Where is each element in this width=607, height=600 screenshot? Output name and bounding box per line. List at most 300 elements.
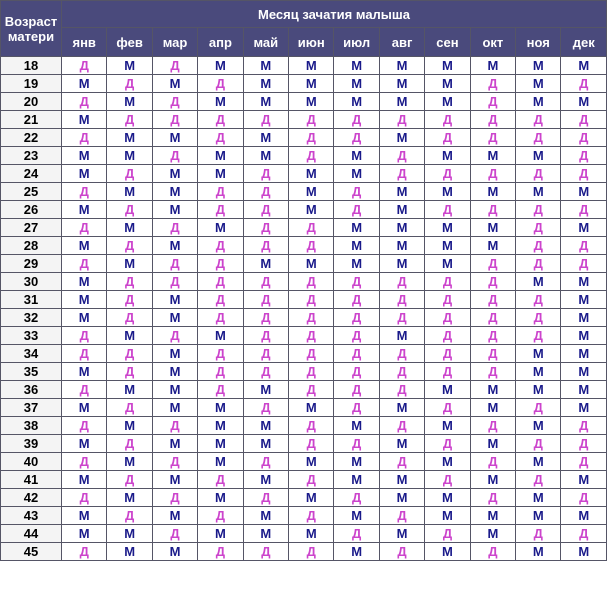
boy-cell: М: [152, 309, 197, 327]
girl-cell: Д: [334, 363, 379, 381]
boy-cell: М: [334, 471, 379, 489]
boy-cell: М: [425, 255, 470, 273]
girl-cell: Д: [470, 363, 515, 381]
boy-cell: М: [561, 345, 607, 363]
boy-cell: М: [62, 507, 107, 525]
girl-cell: Д: [152, 57, 197, 75]
mother-age-cell: 42: [1, 489, 62, 507]
boy-cell: М: [425, 75, 470, 93]
boy-cell: М: [470, 507, 515, 525]
girl-cell: Д: [243, 183, 288, 201]
girl-cell: Д: [334, 309, 379, 327]
table-row: [1, 75, 607, 93]
month-header-6: июл: [334, 28, 379, 57]
girl-cell: Д: [62, 417, 107, 435]
girl-cell: Д: [243, 345, 288, 363]
girl-cell: Д: [152, 525, 197, 543]
girl-cell: Д: [379, 165, 424, 183]
girl-cell: Д: [198, 291, 243, 309]
girl-cell: Д: [152, 273, 197, 291]
girl-cell: Д: [62, 183, 107, 201]
mother-age-cell: 20: [1, 93, 62, 111]
boy-cell: М: [198, 399, 243, 417]
girl-cell: Д: [152, 489, 197, 507]
girl-cell: Д: [334, 435, 379, 453]
boy-cell: М: [561, 93, 607, 111]
boy-cell: М: [289, 255, 334, 273]
boy-cell: М: [425, 507, 470, 525]
girl-cell: Д: [470, 309, 515, 327]
table-row: [1, 273, 607, 291]
boy-cell: М: [561, 273, 607, 291]
girl-cell: Д: [107, 471, 152, 489]
table-row: [1, 543, 607, 561]
boy-cell: М: [425, 381, 470, 399]
boy-cell: М: [561, 183, 607, 201]
girl-cell: Д: [289, 363, 334, 381]
girl-cell: Д: [516, 327, 561, 345]
mother-age-cell: 34: [1, 345, 62, 363]
table-row: [1, 111, 607, 129]
mother-age-cell: 40: [1, 453, 62, 471]
boy-cell: М: [561, 363, 607, 381]
boy-cell: М: [243, 93, 288, 111]
girl-cell: Д: [425, 129, 470, 147]
boy-cell: М: [62, 201, 107, 219]
boy-cell: М: [107, 255, 152, 273]
boy-cell: М: [62, 147, 107, 165]
boy-cell: М: [243, 255, 288, 273]
girl-cell: Д: [107, 237, 152, 255]
boy-cell: М: [198, 453, 243, 471]
girl-cell: Д: [62, 93, 107, 111]
girl-cell: Д: [243, 399, 288, 417]
girl-cell: Д: [425, 435, 470, 453]
table-row: [1, 399, 607, 417]
boy-cell: М: [425, 453, 470, 471]
conception-month-title: Месяц зачатия малыша: [62, 1, 607, 28]
girl-cell: Д: [107, 435, 152, 453]
table-row: [1, 525, 607, 543]
mother-age-cell: 29: [1, 255, 62, 273]
girl-cell: Д: [198, 201, 243, 219]
boy-cell: М: [334, 417, 379, 435]
girl-cell: Д: [289, 417, 334, 435]
boy-cell: М: [243, 435, 288, 453]
girl-cell: Д: [289, 147, 334, 165]
boy-cell: М: [334, 237, 379, 255]
boy-cell: М: [425, 417, 470, 435]
month-header-4: май: [243, 28, 288, 57]
girl-cell: Д: [62, 345, 107, 363]
girl-cell: Д: [379, 543, 424, 561]
boy-cell: М: [198, 417, 243, 435]
mother-age-cell: 39: [1, 435, 62, 453]
girl-cell: Д: [62, 453, 107, 471]
girl-cell: Д: [470, 489, 515, 507]
boy-cell: М: [152, 543, 197, 561]
boy-cell: М: [62, 111, 107, 129]
girl-cell: Д: [289, 237, 334, 255]
girl-cell: Д: [289, 219, 334, 237]
boy-cell: М: [243, 471, 288, 489]
girl-cell: Д: [470, 165, 515, 183]
girl-cell: Д: [107, 363, 152, 381]
girl-cell: Д: [379, 111, 424, 129]
boy-cell: М: [334, 543, 379, 561]
mother-age-cell: 44: [1, 525, 62, 543]
girl-cell: Д: [425, 273, 470, 291]
mother-age-cell: 43: [1, 507, 62, 525]
girl-cell: Д: [516, 201, 561, 219]
boy-cell: М: [243, 507, 288, 525]
boy-cell: М: [243, 417, 288, 435]
boy-cell: М: [425, 57, 470, 75]
girl-cell: Д: [289, 345, 334, 363]
month-header-8: сен: [425, 28, 470, 57]
girl-cell: Д: [198, 129, 243, 147]
girl-cell: Д: [561, 201, 607, 219]
mother-age-cell: 45: [1, 543, 62, 561]
girl-cell: Д: [152, 327, 197, 345]
table-row: [1, 489, 607, 507]
boy-cell: М: [152, 165, 197, 183]
girl-cell: Д: [198, 309, 243, 327]
table-row: [1, 345, 607, 363]
girl-cell: Д: [425, 165, 470, 183]
boy-cell: М: [516, 381, 561, 399]
girl-cell: Д: [107, 291, 152, 309]
girl-cell: Д: [198, 345, 243, 363]
boy-cell: М: [379, 399, 424, 417]
girl-cell: Д: [334, 399, 379, 417]
mother-age-header: [1, 1, 62, 57]
boy-cell: М: [289, 93, 334, 111]
table-row: [1, 309, 607, 327]
boy-cell: М: [425, 147, 470, 165]
boy-cell: М: [107, 219, 152, 237]
girl-cell: Д: [516, 309, 561, 327]
boy-cell: М: [152, 399, 197, 417]
boy-cell: М: [379, 219, 424, 237]
boy-cell: М: [62, 399, 107, 417]
girl-cell: Д: [289, 291, 334, 309]
girl-cell: Д: [334, 291, 379, 309]
girl-cell: Д: [379, 507, 424, 525]
girl-cell: Д: [516, 471, 561, 489]
table-row: [1, 381, 607, 399]
month-header-3: апр: [198, 28, 243, 57]
girl-cell: Д: [516, 255, 561, 273]
girl-cell: Д: [379, 453, 424, 471]
boy-cell: М: [379, 129, 424, 147]
girl-cell: Д: [152, 417, 197, 435]
girl-cell: Д: [561, 489, 607, 507]
month-header-7: авг: [379, 28, 424, 57]
table-row: [1, 435, 607, 453]
table-row: [1, 453, 607, 471]
boy-cell: М: [107, 147, 152, 165]
mother-age-cell: 23: [1, 147, 62, 165]
girl-cell: Д: [425, 309, 470, 327]
boy-cell: М: [289, 201, 334, 219]
girl-cell: Д: [334, 183, 379, 201]
month-header-2: мар: [152, 28, 197, 57]
girl-cell: Д: [425, 525, 470, 543]
mother-age-cell: 21: [1, 111, 62, 129]
girl-cell: Д: [62, 381, 107, 399]
boy-cell: М: [379, 255, 424, 273]
mother-age-cell: 19: [1, 75, 62, 93]
girl-cell: Д: [62, 489, 107, 507]
girl-cell: Д: [425, 201, 470, 219]
boy-cell: М: [379, 489, 424, 507]
girl-cell: Д: [561, 417, 607, 435]
boy-cell: М: [107, 183, 152, 201]
girl-cell: Д: [243, 165, 288, 183]
boy-cell: М: [198, 165, 243, 183]
girl-cell: Д: [561, 525, 607, 543]
boy-cell: М: [516, 57, 561, 75]
girl-cell: Д: [289, 471, 334, 489]
girl-cell: Д: [107, 273, 152, 291]
girl-cell: Д: [379, 273, 424, 291]
girl-cell: Д: [289, 381, 334, 399]
girl-cell: Д: [152, 147, 197, 165]
boy-cell: М: [107, 453, 152, 471]
month-header-1: фев: [107, 28, 152, 57]
boy-cell: М: [152, 75, 197, 93]
table-row: [1, 471, 607, 489]
boy-cell: М: [198, 147, 243, 165]
boy-cell: М: [379, 75, 424, 93]
boy-cell: М: [561, 57, 607, 75]
girl-cell: Д: [198, 237, 243, 255]
boy-cell: М: [62, 291, 107, 309]
girl-cell: Д: [334, 129, 379, 147]
boy-cell: М: [243, 129, 288, 147]
boy-cell: М: [62, 471, 107, 489]
table-row: [1, 291, 607, 309]
boy-cell: М: [425, 543, 470, 561]
girl-cell: Д: [198, 381, 243, 399]
girl-cell: Д: [516, 129, 561, 147]
girl-cell: Д: [107, 201, 152, 219]
mother-age-cell: 28: [1, 237, 62, 255]
girl-cell: Д: [425, 399, 470, 417]
girl-cell: Д: [561, 165, 607, 183]
girl-cell: Д: [198, 363, 243, 381]
girl-cell: Д: [243, 489, 288, 507]
girl-cell: Д: [516, 165, 561, 183]
boy-cell: М: [561, 381, 607, 399]
girl-cell: Д: [470, 129, 515, 147]
boy-cell: М: [334, 165, 379, 183]
girl-cell: Д: [198, 183, 243, 201]
boy-cell: М: [289, 75, 334, 93]
boy-cell: М: [516, 543, 561, 561]
boy-cell: М: [198, 93, 243, 111]
table-row: [1, 507, 607, 525]
boy-cell: М: [561, 291, 607, 309]
boy-cell: М: [561, 219, 607, 237]
girl-cell: Д: [516, 111, 561, 129]
girl-cell: Д: [198, 273, 243, 291]
boy-cell: М: [289, 525, 334, 543]
girl-cell: Д: [379, 363, 424, 381]
boy-cell: М: [152, 291, 197, 309]
girl-cell: Д: [470, 543, 515, 561]
boy-cell: М: [107, 525, 152, 543]
girl-cell: Д: [425, 291, 470, 309]
girl-cell: Д: [561, 129, 607, 147]
girl-cell: Д: [289, 309, 334, 327]
boy-cell: М: [516, 345, 561, 363]
girl-cell: Д: [107, 309, 152, 327]
boy-cell: М: [379, 201, 424, 219]
girl-cell: Д: [425, 327, 470, 345]
boy-cell: М: [470, 183, 515, 201]
girl-cell: Д: [379, 147, 424, 165]
boy-cell: М: [289, 399, 334, 417]
table-row: [1, 201, 607, 219]
boy-cell: М: [470, 237, 515, 255]
girl-cell: Д: [516, 435, 561, 453]
girl-cell: Д: [107, 165, 152, 183]
boy-cell: М: [334, 453, 379, 471]
boy-cell: М: [516, 363, 561, 381]
boy-cell: М: [289, 165, 334, 183]
girl-cell: Д: [62, 255, 107, 273]
mother-age-cell: 36: [1, 381, 62, 399]
girl-cell: Д: [561, 237, 607, 255]
boy-cell: М: [470, 381, 515, 399]
month-header-9: окт: [470, 28, 515, 57]
girl-cell: Д: [107, 399, 152, 417]
girl-cell: Д: [334, 111, 379, 129]
boy-cell: М: [107, 489, 152, 507]
boy-cell: М: [334, 507, 379, 525]
boy-cell: М: [379, 237, 424, 255]
boy-cell: М: [379, 93, 424, 111]
boy-cell: М: [425, 183, 470, 201]
mother-age-header-line2: матери: [7, 28, 55, 44]
boy-cell: М: [152, 201, 197, 219]
girl-cell: Д: [152, 111, 197, 129]
mother-age-cell: 25: [1, 183, 62, 201]
boy-cell: М: [516, 273, 561, 291]
boy-cell: М: [516, 417, 561, 435]
girl-cell: Д: [379, 309, 424, 327]
boy-cell: М: [152, 381, 197, 399]
girl-cell: Д: [470, 417, 515, 435]
girl-cell: Д: [379, 417, 424, 435]
boy-cell: М: [470, 399, 515, 417]
girl-cell: Д: [243, 453, 288, 471]
girl-cell: Д: [198, 471, 243, 489]
mother-age-cell: 38: [1, 417, 62, 435]
boy-cell: М: [152, 345, 197, 363]
boy-cell: М: [334, 75, 379, 93]
table-row: [1, 129, 607, 147]
boy-cell: М: [243, 57, 288, 75]
mother-age-cell: 35: [1, 363, 62, 381]
girl-cell: Д: [62, 327, 107, 345]
boy-cell: М: [198, 489, 243, 507]
boy-cell: М: [561, 507, 607, 525]
boy-cell: М: [152, 183, 197, 201]
boy-cell: М: [379, 327, 424, 345]
girl-cell: Д: [152, 93, 197, 111]
boy-cell: М: [379, 525, 424, 543]
girl-cell: Д: [470, 345, 515, 363]
girl-cell: Д: [516, 525, 561, 543]
boy-cell: М: [152, 237, 197, 255]
boy-cell: М: [425, 219, 470, 237]
boy-cell: М: [243, 381, 288, 399]
month-header-0: янв: [62, 28, 107, 57]
girl-cell: Д: [289, 111, 334, 129]
mother-age-cell: 22: [1, 129, 62, 147]
boy-cell: М: [62, 525, 107, 543]
boy-cell: М: [62, 309, 107, 327]
boy-cell: М: [243, 525, 288, 543]
girl-cell: Д: [243, 309, 288, 327]
mother-age-cell: 24: [1, 165, 62, 183]
boy-cell: М: [152, 435, 197, 453]
table-row: [1, 363, 607, 381]
girl-cell: Д: [289, 543, 334, 561]
boy-cell: М: [516, 507, 561, 525]
boy-cell: М: [516, 183, 561, 201]
girl-cell: Д: [289, 507, 334, 525]
girl-cell: Д: [425, 363, 470, 381]
girl-cell: Д: [561, 147, 607, 165]
boy-cell: М: [152, 363, 197, 381]
boy-cell: М: [561, 471, 607, 489]
girl-cell: Д: [470, 111, 515, 129]
girl-cell: Д: [289, 327, 334, 345]
girl-cell: Д: [289, 273, 334, 291]
mother-age-cell: 31: [1, 291, 62, 309]
table-row: [1, 237, 607, 255]
boy-cell: М: [107, 129, 152, 147]
boy-cell: М: [107, 327, 152, 345]
table-row: [1, 93, 607, 111]
boy-cell: М: [62, 237, 107, 255]
month-header-5: июн: [289, 28, 334, 57]
girl-cell: Д: [243, 543, 288, 561]
table-body: [1, 57, 607, 561]
girl-cell: Д: [470, 201, 515, 219]
girl-cell: Д: [243, 111, 288, 129]
girl-cell: Д: [243, 201, 288, 219]
girl-cell: Д: [243, 327, 288, 345]
girl-cell: Д: [425, 345, 470, 363]
boy-cell: М: [470, 525, 515, 543]
boy-cell: М: [198, 327, 243, 345]
girl-cell: Д: [470, 255, 515, 273]
girl-cell: Д: [198, 255, 243, 273]
girl-cell: Д: [152, 219, 197, 237]
mother-age-cell: 41: [1, 471, 62, 489]
month-header-row: [1, 28, 607, 57]
girl-cell: Д: [334, 345, 379, 363]
girl-cell: Д: [425, 471, 470, 489]
girl-cell: Д: [334, 525, 379, 543]
girl-cell: Д: [516, 237, 561, 255]
boy-cell: М: [62, 165, 107, 183]
